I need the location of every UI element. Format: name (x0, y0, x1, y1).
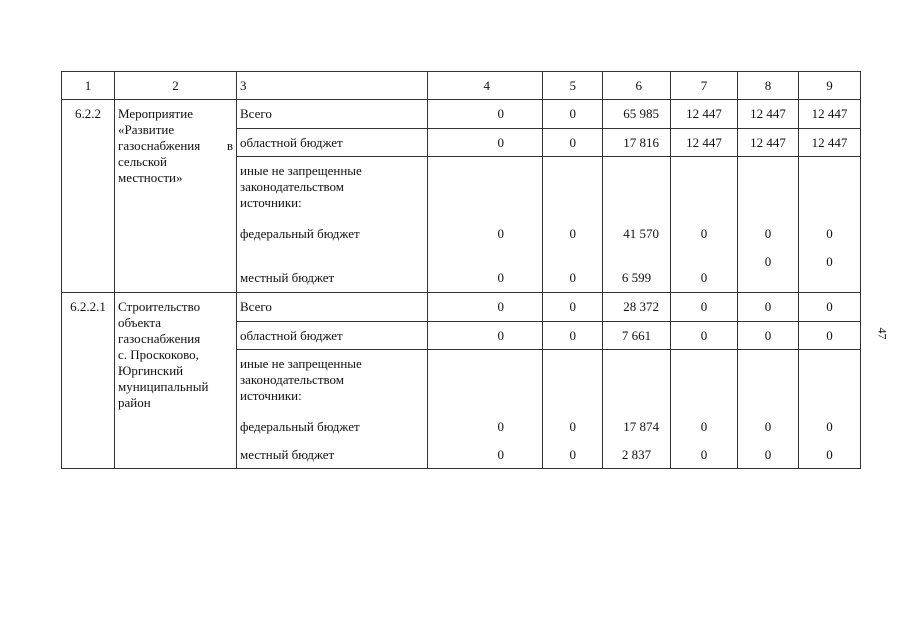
value-cell: 12 447 (799, 100, 861, 129)
federal-value: 0 (700, 226, 708, 241)
section-name-line: сельской (118, 154, 167, 169)
value-cell: 12 447 (799, 129, 861, 157)
federal-value: 0 (764, 226, 772, 241)
row-label: Всего (237, 100, 428, 129)
federal-label: федеральный бюджет (240, 226, 360, 241)
value-cell: 0 (671, 293, 738, 322)
section-name (115, 293, 237, 469)
value-cell: 28 372 (603, 293, 671, 322)
row-label: Всего (237, 293, 428, 322)
section-name-line: газоснабжения (118, 331, 201, 346)
value-cell (738, 157, 799, 293)
local-value: 2 837 (621, 447, 652, 462)
value-cell: 0 (428, 129, 543, 157)
row-label (237, 350, 428, 469)
value-cell: 0 (799, 322, 861, 350)
value-cell: 0 (799, 293, 861, 322)
section-name-line: объекта (118, 315, 162, 330)
value-cell (799, 350, 861, 469)
header-cell: 8 (738, 72, 799, 100)
value-cell: 0 (428, 100, 543, 129)
value-cell (603, 157, 671, 293)
value-cell: 0 (738, 293, 799, 322)
value-cell (671, 350, 738, 469)
section-name-line: местности» (118, 170, 183, 185)
row-label-line: законодательством (240, 179, 345, 194)
section-name-line: Строительство (118, 299, 201, 314)
local-value: 0 (569, 447, 576, 462)
header-cell: 9 (799, 72, 861, 100)
value-cell: 0 (543, 322, 603, 350)
section-code: 6.2.2.1 (62, 293, 115, 469)
federal-value: 0 (497, 226, 504, 241)
value-cell (543, 157, 603, 293)
value-cell: 0 (543, 100, 603, 129)
section-name-line: Юргинский (118, 363, 184, 378)
row-label-line: законодательством (240, 372, 345, 387)
local-label: местный бюджет (240, 270, 335, 285)
row-label-line: иные не запрещенные (240, 356, 362, 371)
federal-value: 0 (826, 419, 833, 434)
local-value: 0 (826, 254, 833, 269)
federal-value: 0 (700, 419, 708, 434)
row-label: областной бюджет (237, 322, 428, 350)
value-cell (799, 157, 861, 293)
section-name-line: муниципальный (118, 379, 209, 394)
value-cell (428, 157, 543, 293)
value-cell: 0 (428, 322, 543, 350)
row-label-line: источники: (240, 388, 302, 403)
header-cell: 1 (62, 72, 115, 100)
federal-value: 0 (764, 419, 772, 434)
value-cell: 12 447 (671, 100, 738, 129)
local-value: 0 (826, 447, 833, 462)
section-name-line: газоснабжения в (118, 138, 233, 153)
value-cell: 12 447 (671, 129, 738, 157)
local-value: 0 (700, 447, 708, 462)
value-cell: 7 661 (603, 322, 671, 350)
value-cell: 12 447 (738, 129, 799, 157)
section-name-line: «Развитие (118, 122, 175, 137)
value-cell: 17 816 (603, 129, 671, 157)
value-cell (603, 350, 671, 469)
value-cell (543, 350, 603, 469)
header-cell: 7 (671, 72, 738, 100)
federal-value: 0 (569, 226, 576, 241)
section-name-line: район (118, 395, 151, 410)
row-label-line: источники: (240, 195, 302, 210)
local-value: 0 (497, 270, 504, 285)
local-value: 0 (764, 254, 772, 269)
local-value: 0 (700, 270, 708, 285)
value-cell: 0 (543, 129, 603, 157)
value-cell: 0 (738, 322, 799, 350)
federal-value: 0 (569, 419, 576, 434)
federal-value: 0 (497, 419, 504, 434)
value-cell: 65 985 (603, 100, 671, 129)
value-cell: 0 (671, 322, 738, 350)
federal-value: 41 570 (623, 226, 659, 241)
local-value: 6 599 (621, 270, 652, 285)
value-cell: 0 (428, 293, 543, 322)
value-cell (738, 350, 799, 469)
local-value: 0 (569, 270, 576, 285)
value-cell: 12 447 (738, 100, 799, 129)
table-row (62, 100, 861, 129)
value-cell (671, 157, 738, 293)
local-value: 0 (764, 447, 772, 462)
header-cell: 5 (543, 72, 603, 100)
header-cell: 3 (237, 72, 428, 100)
federal-value: 17 874 (623, 419, 659, 434)
section-name-line: Мероприятие (118, 106, 193, 121)
budget-table (61, 71, 861, 469)
section-name-line: с. Проскоково, (118, 347, 199, 362)
row-label: областной бюджет (237, 129, 428, 157)
section-name (115, 100, 237, 293)
page-number: 47 (875, 327, 890, 340)
federal-value: 0 (826, 226, 833, 241)
header-cell: 6 (603, 72, 671, 100)
header-cell: 4 (428, 72, 543, 100)
header-cell: 2 (115, 72, 237, 100)
local-label: местный бюджет (240, 447, 335, 462)
local-value: 0 (497, 447, 504, 462)
section-code: 6.2.2 (62, 100, 115, 293)
value-cell: 0 (543, 293, 603, 322)
row-label-line: иные не запрещенные (240, 163, 362, 178)
table-row (62, 293, 861, 322)
federal-label: федеральный бюджет (240, 419, 360, 434)
value-cell (428, 350, 543, 469)
table-header-row (62, 72, 861, 100)
row-label (237, 157, 428, 293)
